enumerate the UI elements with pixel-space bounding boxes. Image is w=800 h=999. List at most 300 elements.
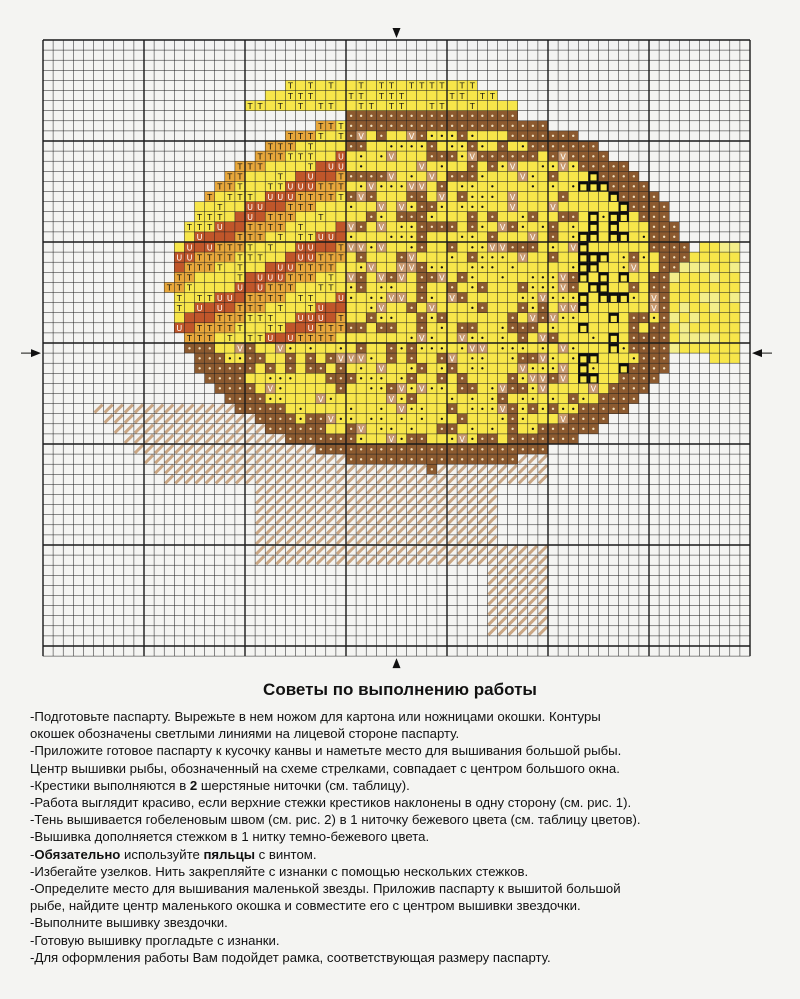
stitch-cell <box>255 323 265 333</box>
shadow-stitch <box>418 496 426 504</box>
shadow-stitch <box>478 485 486 493</box>
stitch-symbol: • <box>469 324 475 334</box>
shadow-stitch <box>165 405 173 413</box>
stitch-symbol: • <box>480 334 485 344</box>
stitch-cell <box>508 101 518 111</box>
shadow-stitch <box>226 405 234 413</box>
stitch-cell <box>407 91 417 101</box>
stitch-symbol: • <box>510 152 515 162</box>
stitch-cell <box>397 282 407 292</box>
tip-line: рыбе, найдите центр маленького окошка и совместите его с центром вышивки звездочки. <box>30 898 581 914</box>
stitch-symbol: T <box>378 91 384 101</box>
shadow-stitch <box>377 556 385 564</box>
stitch-cell <box>397 424 407 434</box>
stitch-symbol: T <box>207 223 213 233</box>
stitch-cell <box>588 202 598 212</box>
stitch-cell <box>316 222 326 232</box>
stitch-cell <box>518 181 528 191</box>
stitch-cell <box>255 192 265 202</box>
stitch-symbol: • <box>318 415 324 424</box>
stitch-cell <box>558 232 568 242</box>
stitch-cell <box>730 313 740 323</box>
stitch-cell <box>599 232 609 242</box>
stitch-symbol: • <box>661 314 667 323</box>
stitch-cell <box>619 282 629 292</box>
stitch-symbol: • <box>227 364 233 374</box>
stitch-symbol: • <box>490 455 495 465</box>
stitch-cell <box>296 383 306 393</box>
stitch-symbol: V <box>378 223 385 233</box>
shadow-stitch <box>488 546 496 554</box>
stitch-symbol: • <box>641 384 647 394</box>
stitch-symbol: • <box>550 334 556 344</box>
stitch-symbol: • <box>409 142 414 152</box>
stitch-symbol: T <box>277 213 283 222</box>
stitch-cell <box>366 404 376 414</box>
stitch-symbol: • <box>399 253 404 263</box>
stitch-cell <box>467 373 477 383</box>
stitch-symbol: • <box>570 415 576 424</box>
stitch-cell <box>508 333 518 343</box>
stitch-cell <box>710 343 720 353</box>
stitch-symbol: • <box>550 354 556 364</box>
stitch-cell <box>285 303 295 313</box>
stitch-symbol: • <box>328 354 334 364</box>
stitch-symbol: T <box>197 293 203 303</box>
stitch-symbol: • <box>419 132 425 142</box>
stitch-cell <box>700 313 710 323</box>
stitch-cell <box>417 101 427 111</box>
stitch-symbol: ■ <box>579 364 588 374</box>
stitch-symbol: • <box>530 142 536 152</box>
shadow-stitch <box>196 415 204 423</box>
shadow-stitch <box>367 536 375 544</box>
stitch-cell <box>265 101 275 111</box>
stitch-cell <box>447 303 457 313</box>
stitch-cell <box>599 363 609 373</box>
shadow-stitch <box>236 475 244 483</box>
shadow-stitch <box>367 546 375 554</box>
stitch-cell <box>487 353 497 363</box>
shadow-stitch <box>529 556 537 564</box>
stitch-symbol: • <box>439 152 445 162</box>
stitch-cell <box>427 282 437 292</box>
stitch-cell <box>427 404 437 414</box>
stitch-cell <box>487 272 497 282</box>
stitch-cell <box>639 303 649 313</box>
shadow-stitch <box>367 496 375 504</box>
stitch-cell <box>306 373 316 383</box>
stitch-cell <box>306 404 316 414</box>
stitch-symbol: • <box>480 253 485 263</box>
stitch-cell <box>720 313 730 323</box>
shadow-stitch <box>387 506 395 514</box>
stitch-cell <box>397 192 407 202</box>
stitch-cell <box>639 323 649 333</box>
shadow-stitch <box>488 496 496 504</box>
stitch-symbol: ■ <box>579 253 588 263</box>
shadow-stitch <box>488 576 496 584</box>
stitch-cell <box>205 282 215 292</box>
stitch-symbol: T <box>308 192 314 202</box>
stitch-symbol: • <box>227 394 233 404</box>
shadow-stitch <box>246 475 254 483</box>
shadow-stitch <box>266 526 274 534</box>
stitch-symbol: • <box>500 445 505 455</box>
stitch-symbol: • <box>288 364 293 374</box>
stitch-cell <box>518 272 528 282</box>
stitch-symbol: T <box>328 122 334 132</box>
stitch-cell <box>417 151 427 161</box>
stitch-symbol: V <box>499 404 506 414</box>
stitch-symbol: • <box>681 243 687 253</box>
stitch-cell <box>285 252 295 262</box>
stitch-symbol: T <box>298 192 304 202</box>
shadow-stitch <box>307 445 315 453</box>
stitch-cell <box>386 262 396 272</box>
stitch-symbol: T <box>298 293 304 303</box>
shadow-stitch <box>539 556 547 564</box>
stitch-symbol: • <box>429 202 435 212</box>
stitch-symbol: • <box>550 425 556 435</box>
stitch-symbol: • <box>641 334 647 344</box>
stitch-symbol: • <box>631 182 637 192</box>
stitch-symbol: T <box>237 324 243 334</box>
stitch-symbol: • <box>328 374 334 384</box>
shadow-stitch <box>529 607 537 615</box>
stitch-symbol: • <box>469 273 475 283</box>
shadow-stitch <box>488 485 496 493</box>
stitch-symbol: V <box>530 314 536 323</box>
shadow-stitch <box>196 425 204 433</box>
shadow-stitch <box>206 405 214 413</box>
stitch-cell <box>669 343 679 353</box>
stitch-cell <box>184 313 194 323</box>
stitch-cell <box>548 383 558 393</box>
stitch-symbol: T <box>257 223 263 233</box>
shadow-stitch <box>367 506 375 514</box>
stitch-symbol: • <box>601 394 606 404</box>
stitch-symbol: V <box>540 293 546 303</box>
stitch-symbol: • <box>641 233 647 243</box>
shadow-stitch <box>448 556 456 564</box>
stitch-cell <box>578 383 588 393</box>
stitch-symbol: • <box>379 152 384 162</box>
stitch-cell <box>225 202 235 212</box>
stitch-symbol: • <box>429 273 435 283</box>
shadow-stitch <box>145 415 153 423</box>
stitch-cell <box>235 212 245 222</box>
shadow-stitch <box>408 516 416 524</box>
stitch-cell <box>195 202 205 212</box>
stitch-symbol: T <box>378 81 384 91</box>
stitch-symbol: U <box>327 162 334 172</box>
stitch-cell <box>730 303 740 313</box>
stitch-cell <box>457 161 467 171</box>
stitch-symbol: • <box>560 404 566 414</box>
stitch-cell <box>518 313 528 323</box>
stitch-symbol: T <box>308 263 314 273</box>
stitch-symbol: T <box>237 273 243 283</box>
stitch-cell <box>730 272 740 282</box>
stitch-symbol: • <box>520 404 526 414</box>
stitch-cell <box>296 394 306 404</box>
stitch-cell <box>599 222 609 232</box>
stitch-cell <box>336 141 346 151</box>
stitch-symbol: T <box>247 334 253 344</box>
stitch-symbol: • <box>641 364 647 374</box>
stitch-symbol: • <box>530 213 536 222</box>
stitch-symbol: T <box>267 314 273 323</box>
stitch-symbol: • <box>399 182 404 192</box>
stitch-symbol: V <box>459 435 465 445</box>
stitch-symbol: • <box>540 283 546 293</box>
stitch-symbol: • <box>227 354 233 364</box>
stitch-cell <box>437 434 447 444</box>
stitch-symbol: T <box>419 81 425 91</box>
stitch-symbol: • <box>449 223 455 233</box>
stitch-symbol: • <box>207 374 213 384</box>
shadow-stitch <box>488 556 496 564</box>
stitch-cell <box>427 242 437 252</box>
stitch-symbol: • <box>560 213 566 222</box>
stitch-symbol: • <box>550 394 556 404</box>
stitch-cell <box>558 202 568 212</box>
stitch-cell <box>548 343 558 353</box>
stitch-symbol: T <box>298 101 304 111</box>
stitch-symbol: • <box>550 142 556 152</box>
stitch-symbol: U <box>297 253 304 263</box>
stitch-symbol: • <box>348 202 354 212</box>
stitch-symbol: • <box>661 324 667 334</box>
shadow-stitch <box>196 465 204 473</box>
stitch-symbol: • <box>358 364 364 374</box>
stitch-symbol: • <box>469 253 475 263</box>
stitch-symbol: • <box>641 202 647 212</box>
stitch-cell <box>275 91 285 101</box>
stitch-symbol: • <box>570 314 576 323</box>
shadow-stitch <box>135 425 143 433</box>
stitch-symbol: • <box>480 243 485 253</box>
shadow-stitch <box>286 506 294 514</box>
stitch-cell <box>366 232 376 242</box>
stitch-cell <box>498 171 508 181</box>
tip-line: Центр вышивки рыбы, обозначенный на схеме стрелками, совпадает с центром большого окна. <box>30 760 620 776</box>
shadow-stitch <box>468 465 476 473</box>
stitch-cell <box>386 222 396 232</box>
stitch-symbol: ■ <box>589 233 598 243</box>
stitch-symbol: • <box>661 273 667 283</box>
stitch-cell <box>427 91 437 101</box>
stitch-symbol: T <box>247 243 253 253</box>
shadow-stitch <box>458 556 466 564</box>
stitch-cell <box>457 101 467 111</box>
stitch-cell <box>679 262 689 272</box>
stitch-symbol: T <box>318 213 324 222</box>
stitch-cell <box>184 323 194 333</box>
stitch-cell <box>316 141 326 151</box>
shadow-stitch <box>529 546 537 554</box>
stitch-symbol: • <box>439 122 445 132</box>
stitch-symbol: • <box>379 283 384 293</box>
stitch-symbol: • <box>419 243 425 253</box>
stitch-cell <box>477 313 487 323</box>
stitch-symbol: • <box>651 344 657 354</box>
stitch-cell <box>538 323 548 333</box>
stitch-symbol: T <box>328 273 334 283</box>
stitch-symbol: • <box>469 182 475 192</box>
stitch-symbol: • <box>409 202 414 212</box>
shadow-stitch <box>458 496 466 504</box>
shadow-stitch <box>185 455 193 463</box>
stitch-symbol: • <box>611 182 616 192</box>
stitch-cell <box>417 252 427 262</box>
stitch-cell <box>599 313 609 323</box>
stitch-symbol: • <box>530 364 536 374</box>
stitch-symbol: T <box>469 81 475 91</box>
shadow-stitch <box>428 526 436 534</box>
shadow-stitch <box>206 415 214 423</box>
shadow-stitch <box>256 506 264 514</box>
stitch-cell <box>306 282 316 292</box>
stitch-symbol: • <box>267 394 273 404</box>
stitch-symbol: • <box>530 283 536 293</box>
shadow-stitch <box>377 475 385 483</box>
stitch-symbol: • <box>469 394 475 404</box>
shadow-stitch <box>398 556 406 564</box>
stitch-symbol: T <box>187 223 192 233</box>
stitch-symbol: • <box>277 415 283 424</box>
stitch-cell <box>326 404 336 414</box>
stitch-symbol: • <box>661 293 667 303</box>
stitch-symbol: • <box>308 364 313 374</box>
stitch-symbol: V <box>338 354 344 364</box>
stitch-symbol: T <box>217 324 223 334</box>
shadow-stitch <box>266 475 274 483</box>
shadow-stitch <box>408 526 416 534</box>
shadow-stitch <box>438 556 446 564</box>
stitch-symbol: • <box>348 415 354 424</box>
shadow-stitch <box>155 445 163 453</box>
stitch-cell <box>296 212 306 222</box>
stitch-symbol: V <box>408 263 415 273</box>
stitch-symbol: T <box>277 324 283 334</box>
stitch-symbol: V <box>368 182 375 192</box>
stitch-cell <box>568 383 578 393</box>
stitch-symbol: • <box>591 142 596 152</box>
stitch-symbol: • <box>580 162 586 172</box>
stitch-symbol: T <box>207 334 213 344</box>
stitch-symbol: V <box>419 334 425 344</box>
stitch-symbol: • <box>247 404 253 414</box>
stitch-symbol: • <box>469 162 475 172</box>
stitch-symbol: • <box>449 394 455 404</box>
shadow-stitch <box>509 465 517 473</box>
stitch-cell <box>296 363 306 373</box>
stitch-symbol: • <box>358 162 364 172</box>
stitch-symbol: T <box>237 314 243 323</box>
stitch-symbol: • <box>530 182 536 192</box>
stitch-symbol: T <box>257 314 263 323</box>
stitch-symbol: • <box>389 142 394 152</box>
shadow-stitch <box>327 485 335 493</box>
stitch-symbol: • <box>419 324 425 334</box>
stitch-symbol: • <box>197 344 202 354</box>
stitch-symbol: • <box>379 425 384 435</box>
stitch-symbol: T <box>318 101 324 111</box>
stitch-cell <box>467 313 477 323</box>
stitch-symbol: U <box>277 192 284 202</box>
stitch-cell <box>356 212 366 222</box>
stitch-symbol: • <box>540 445 546 455</box>
stitch-symbol: T <box>277 303 283 313</box>
stitch-cell <box>528 192 538 202</box>
stitch-cell <box>508 363 518 373</box>
stitch-symbol: T <box>267 324 273 334</box>
stitch-symbol: T <box>287 152 293 162</box>
stitch-symbol: • <box>490 213 495 222</box>
stitch-symbol: T <box>257 253 263 263</box>
stitch-symbol: T <box>318 283 324 293</box>
stitch-cell <box>366 91 376 101</box>
stitch-symbol: U <box>307 324 314 334</box>
stitch-symbol: U <box>257 202 264 212</box>
stitch-cell <box>225 303 235 313</box>
stitch-cell <box>720 242 730 252</box>
tip-text: используйте <box>120 846 204 862</box>
stitch-symbol: • <box>520 132 526 142</box>
stitch-cell <box>235 222 245 232</box>
stitch-symbol: V <box>520 253 526 263</box>
stitch-cell <box>710 313 720 323</box>
stitch-symbol: V <box>398 293 405 303</box>
shadow-stitch <box>387 556 395 564</box>
stitch-cell <box>538 202 548 212</box>
stitch-symbol: V <box>469 152 476 162</box>
stitch-symbol: • <box>520 223 526 233</box>
stitch-symbol: • <box>631 334 637 344</box>
shadow-stitch <box>286 485 294 493</box>
stitch-cell <box>316 343 326 353</box>
shadow-stitch <box>226 425 234 433</box>
stitch-symbol: • <box>439 415 445 424</box>
stitch-cell <box>366 252 376 262</box>
stitch-symbol: • <box>379 112 384 121</box>
stitch-symbol: T <box>318 334 324 344</box>
stitch-symbol: V <box>560 283 566 293</box>
stitch-cell <box>366 202 376 212</box>
tip-line: -Избегайте узелков. Нить закрепляйте с изнанки с помощью нескольких стежков. <box>30 863 529 879</box>
shadow-stitch <box>256 536 264 544</box>
stitch-symbol: • <box>631 293 637 303</box>
shadow-stitch <box>347 475 355 483</box>
stitch-cell <box>296 353 306 363</box>
stitch-symbol: U <box>206 243 213 253</box>
stitch-symbol: T <box>287 202 293 212</box>
stitch-symbol: • <box>621 253 627 263</box>
shadow-stitch <box>529 597 537 605</box>
stitch-cell <box>397 323 407 333</box>
shadow-stitch <box>438 546 446 554</box>
stitch-cell <box>679 293 689 303</box>
stitch-symbol: • <box>601 213 606 222</box>
stitch-symbol: • <box>338 435 344 445</box>
shadow-stitch <box>499 465 507 473</box>
stitch-cell <box>689 293 699 303</box>
stitch-symbol: • <box>671 253 677 263</box>
stitch-cell <box>508 141 518 151</box>
stitch-symbol: • <box>379 132 384 142</box>
